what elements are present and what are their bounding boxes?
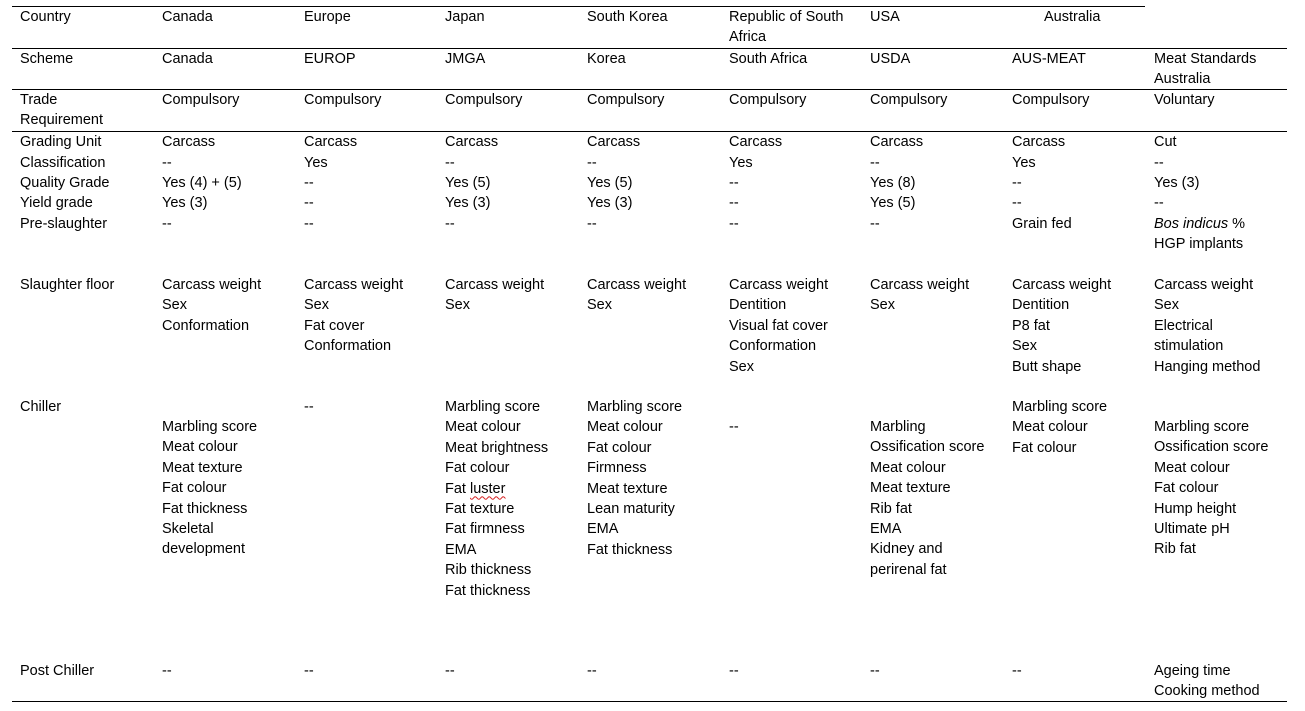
- pre-slaughter-cell: --: [729, 216, 739, 232]
- post-chiller-cell: --: [445, 663, 455, 679]
- cell-line: Hump height: [1154, 500, 1237, 517]
- row-label-quality-grade: Quality Grade: [20, 175, 110, 191]
- cell-line: Rib thickness: [445, 562, 532, 579]
- cell-line: Carcass weight: [445, 277, 545, 293]
- trade-cell: Compulsory: [445, 92, 523, 108]
- cell-line: Skeletal: [162, 520, 214, 537]
- hgp-implants-text: HGP implants: [1154, 236, 1244, 253]
- slaughter-floor-cell: [304, 275, 403, 357]
- scheme-cell: JMGA: [445, 51, 486, 67]
- scheme-cell: Korea: [587, 51, 626, 67]
- grading-unit-cell: Carcass: [304, 134, 358, 150]
- country-australia: Australia: [1044, 9, 1101, 25]
- yield-grade-cell: Yes (5): [870, 195, 916, 211]
- cell-line: Sex: [304, 297, 329, 314]
- quality-grade-cell: Yes (4) + (5): [162, 175, 242, 191]
- cell-line: --: [304, 399, 314, 415]
- cell-line: Carcass weight: [162, 277, 262, 293]
- chiller-cell: [729, 417, 739, 437]
- cell-line: Conformation: [729, 338, 817, 355]
- cell-line: Sex: [1154, 297, 1179, 314]
- scheme-cell: AUS-MEAT: [1012, 51, 1086, 67]
- cell-line: Fat thickness: [587, 541, 673, 558]
- scheme-cell: South Africa: [729, 51, 808, 67]
- trade-cell: Compulsory: [870, 92, 948, 108]
- scheme-cell: USDA: [870, 51, 911, 67]
- cell-line: Meat texture: [587, 480, 668, 497]
- pre-slaughter-cell: --: [870, 216, 880, 232]
- pre-slaughter-cell: --: [162, 216, 172, 232]
- grading-unit-cell: Carcass: [445, 134, 499, 150]
- pre-slaughter-cell: --: [445, 216, 455, 232]
- cell-line: Meat colour: [587, 419, 663, 436]
- classification-cell: Yes: [1012, 155, 1036, 171]
- bottom-rule: [12, 701, 1287, 702]
- classification-cell: --: [1154, 155, 1164, 171]
- yield-grade-cell: Yes (3): [587, 195, 633, 211]
- row-label-trade-requirement: Trade Requirement: [20, 92, 104, 129]
- country-usa: USA: [870, 9, 900, 25]
- slaughter-floor-cell: [729, 275, 828, 377]
- cell-line: Meat texture: [870, 480, 951, 497]
- cell-line: Marbling score: [1154, 419, 1250, 435]
- percent-text: %: [1228, 216, 1246, 232]
- cell-line: Cooking method: [1154, 683, 1260, 700]
- cell-line: Butt shape: [1012, 358, 1082, 375]
- row-label-chiller: Chiller: [20, 399, 62, 415]
- cell-line: development: [162, 541, 246, 558]
- cell-line: EMA: [870, 520, 902, 537]
- cell-line: Fat thickness: [162, 500, 248, 517]
- cell-line: Dentition: [729, 297, 787, 314]
- cell-line: Fat colour: [587, 439, 652, 456]
- cell-line: Marbling score: [587, 399, 683, 415]
- cell-line: Fat colour: [1012, 439, 1077, 456]
- cell-line: Marbling score: [162, 419, 258, 435]
- pre-slaughter-cell: --: [304, 216, 314, 232]
- chiller-cell: [1012, 397, 1107, 458]
- grading-unit-cell: Carcass: [162, 134, 216, 150]
- cell-line: Marbling score: [1012, 399, 1108, 415]
- cell-line: Rib fat: [1154, 541, 1196, 558]
- row-label-classification: Classification: [20, 155, 106, 171]
- trade-cell: Compulsory: [729, 92, 807, 108]
- quality-grade-cell: --: [1012, 175, 1022, 191]
- cell-line: Meat colour: [1012, 419, 1088, 436]
- cell-line: --: [729, 419, 739, 435]
- cell-line: Fat colour: [445, 460, 510, 477]
- cell-line: Carcass weight: [870, 277, 970, 293]
- quality-grade-cell: Yes (5): [445, 175, 491, 191]
- cell-line: Kidney and: [870, 541, 943, 558]
- trade-cell: Compulsory: [162, 92, 240, 108]
- grading-unit-cell: Cut: [1154, 134, 1177, 150]
- classification-cell: Yes: [729, 155, 753, 171]
- grading-unit-cell: Carcass: [729, 134, 783, 150]
- spellcheck-underline: luster: [469, 480, 506, 497]
- yield-grade-cell: --: [1154, 195, 1164, 211]
- cell-line: Lean maturity: [587, 500, 675, 517]
- pre-slaughter-cell: Grain fed: [1012, 216, 1072, 232]
- cell-line: Conformation: [162, 317, 250, 334]
- cell-line: perirenal fat: [870, 561, 947, 578]
- chiller-cell: [870, 417, 984, 580]
- pre-slaughter-cell: --: [587, 216, 597, 232]
- grading-unit-cell: Carcass: [1012, 134, 1066, 150]
- yield-grade-cell: --: [1012, 195, 1022, 211]
- quality-grade-cell: Yes (5): [587, 175, 633, 191]
- trade-cell: Compulsory: [304, 92, 382, 108]
- cell-line: Electrical: [1154, 317, 1213, 334]
- yield-grade-cell: --: [729, 195, 739, 211]
- quality-grade-cell: --: [729, 175, 739, 191]
- cell-line: Meat colour: [870, 459, 946, 476]
- cell-line: Conformation: [304, 338, 392, 355]
- slaughter-floor-cell: [870, 275, 969, 316]
- pre-slaughter-msa: [1154, 214, 1245, 255]
- cell-line: Carcass weight: [587, 277, 687, 293]
- country-canada: Canada: [162, 9, 213, 25]
- cell-line: Fat colour: [1154, 480, 1219, 497]
- chiller-cell: [304, 397, 314, 417]
- cell-line: Ultimate pH: [1154, 520, 1230, 537]
- grading-unit-cell: Carcass: [587, 134, 641, 150]
- quality-grade-cell: Yes (8): [870, 175, 916, 191]
- cell-line: Carcass weight: [729, 277, 829, 293]
- classification-cell: --: [162, 155, 172, 171]
- trade-cell: Voluntary: [1154, 92, 1215, 108]
- slaughter-floor-cell: [445, 275, 544, 316]
- cell-line: P8 fat: [1012, 317, 1050, 334]
- post-chiller-cell: --: [587, 663, 597, 679]
- row-label-post-chiller: Post Chiller: [20, 663, 95, 679]
- cell-line: Carcass weight: [1012, 277, 1112, 293]
- row-label-grading-unit: Grading Unit: [20, 134, 102, 150]
- cell-line: Sex: [729, 358, 754, 375]
- cell-line: Meat texture: [162, 459, 243, 476]
- post-chiller-cell: [1154, 661, 1260, 702]
- classification-cell: Yes: [304, 155, 328, 171]
- country-europe: Europe: [304, 9, 351, 25]
- cell-line: Fat colour: [162, 480, 227, 497]
- row-label-scheme: Scheme: [20, 51, 74, 67]
- cell-line: Fat cover: [304, 317, 365, 334]
- row-label-slaughter-floor: Slaughter floor: [20, 277, 115, 293]
- cell-line: Meat brightness: [445, 439, 549, 456]
- cell-line: Meat colour: [1154, 459, 1230, 476]
- row-label-yield-grade: Yield grade: [20, 195, 93, 211]
- row-label-country: Country: [20, 9, 71, 25]
- cell-line: Sex: [870, 297, 895, 314]
- cell-line: Sex: [587, 297, 612, 314]
- cell-line: Ossification score: [870, 439, 985, 456]
- bos-indicus-text: Bos indicus: [1154, 216, 1229, 232]
- cell-line: Fat firmness: [445, 521, 525, 538]
- slaughter-floor-cell: [1012, 275, 1111, 377]
- cell-line: Marbling score: [445, 399, 541, 415]
- yield-grade-cell: Yes (3): [162, 195, 208, 211]
- cell-line: EMA: [445, 541, 477, 558]
- cell-line: Dentition: [1012, 297, 1070, 314]
- post-chiller-cell: --: [729, 663, 739, 679]
- cell-line: Carcass weight: [304, 277, 404, 293]
- cell-line: Sex: [1012, 338, 1037, 355]
- cell-line: Marbling: [870, 419, 926, 435]
- cell-line: Carcass weight: [1154, 277, 1254, 293]
- post-chiller-cell: --: [870, 663, 880, 679]
- trade-cell: Compulsory: [587, 92, 665, 108]
- post-chiller-cell: --: [304, 663, 314, 679]
- classification-cell: --: [587, 155, 597, 171]
- chiller-cell: [445, 397, 548, 601]
- cell-line: Fat texture: [445, 500, 515, 517]
- classification-cell: --: [445, 155, 455, 171]
- country-japan: Japan: [445, 9, 485, 25]
- cell-line: Ageing time: [1154, 663, 1231, 679]
- slaughter-floor-cell: [162, 275, 261, 336]
- country-south-korea: South Korea: [587, 9, 668, 25]
- post-chiller-cell: --: [162, 663, 172, 679]
- scheme-cell: Meat Standards Australia: [1154, 51, 1257, 88]
- cell-line: Ossification score: [1154, 439, 1269, 456]
- slaughter-floor-cell: [1154, 275, 1260, 377]
- cell-line: Visual fat cover: [729, 317, 828, 334]
- cell-line: stimulation: [1154, 338, 1224, 355]
- yield-grade-cell: --: [304, 195, 314, 211]
- cell-line: Firmness: [587, 460, 647, 477]
- row-label-pre-slaughter: Pre-slaughter: [20, 216, 108, 232]
- cell-line: Fat luster: [445, 480, 506, 497]
- quality-grade-cell: --: [304, 175, 314, 191]
- yield-grade-cell: Yes (3): [445, 195, 491, 211]
- scheme-cell: Canada: [162, 51, 213, 67]
- chiller-cell: [587, 397, 682, 560]
- classification-cell: --: [870, 155, 880, 171]
- cell-line: Rib fat: [870, 500, 912, 517]
- cell-line: Meat colour: [162, 439, 238, 456]
- cell-line: EMA: [587, 521, 619, 538]
- chiller-cell: [1154, 417, 1268, 560]
- quality-grade-cell: Yes (3): [1154, 175, 1200, 191]
- cell-line: Meat colour: [445, 419, 521, 436]
- trade-cell: Compulsory: [1012, 92, 1090, 108]
- slaughter-floor-cell: [587, 275, 686, 316]
- cell-line: Sex: [162, 297, 187, 314]
- cell-line: Sex: [445, 297, 470, 314]
- country-south-africa: Republic of South Africa: [729, 9, 844, 46]
- chiller-cell: [162, 417, 257, 560]
- cell-line: Hanging method: [1154, 358, 1261, 375]
- grading-unit-cell: Carcass: [870, 134, 924, 150]
- post-chiller-cell: --: [1012, 663, 1022, 679]
- scheme-cell: EUROP: [304, 51, 356, 67]
- cell-line: Fat thickness: [445, 582, 531, 599]
